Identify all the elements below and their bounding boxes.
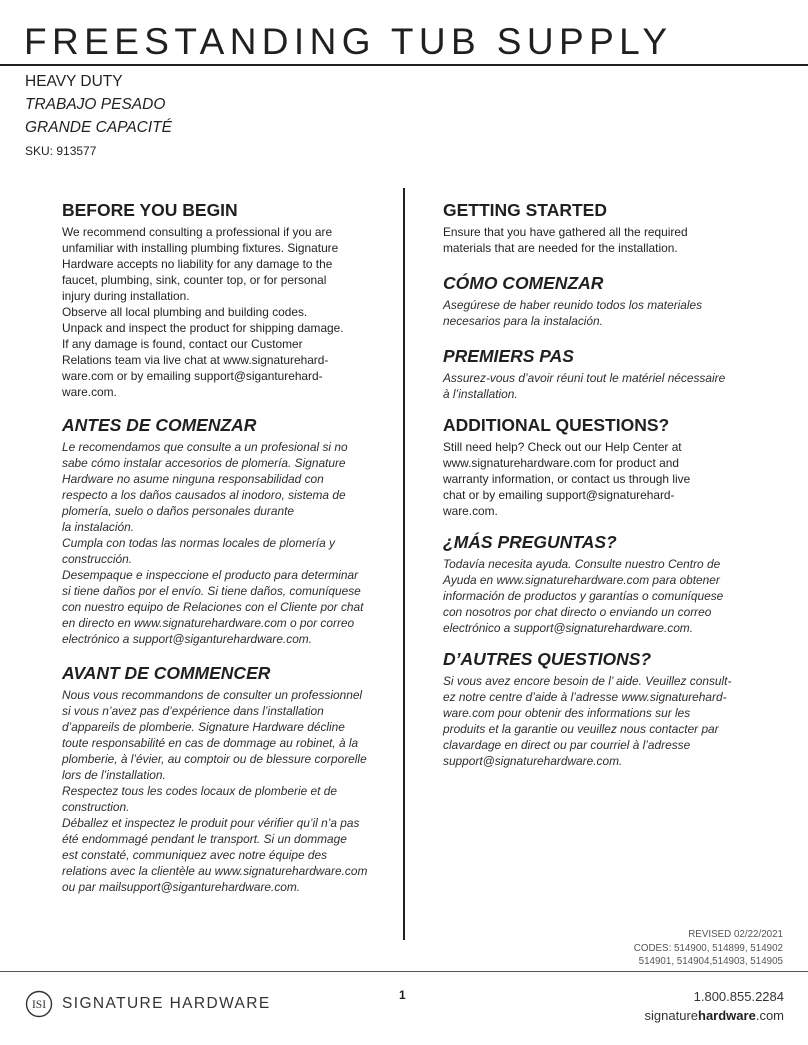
section-heading: ¿MÁS PREGUNTAS? <box>443 532 617 552</box>
codes-line-2: 514901, 514904,514903, 514905 <box>638 956 783 967</box>
subtitle-spanish: TRABAJO PESADO <box>25 96 166 113</box>
revision-codes <box>634 928 783 969</box>
document-title: FREESTANDING TUB SUPPLY <box>24 21 673 62</box>
section-text: Nous vous recommandons de consulter un professionnel si vous n’avez pas d’expérience dans l’installation d’appareils de plomberie. Signature Hardware décline toute responsabilité en cas de dommage au robinet, à la plomberie, à l’évier, au comptoir ou de blessure corporelle lors de l’installation. Respectez tous les codes locaux de plomberie et de construction. Déballez et inspectez le produit pour vérifier qu’il n’a pas été endommagé pendant le transport. Si un dommage est constaté, communiquez avec notre équipe des relations avec la clientèle au www.signaturehardware.com ou par mailsupport@siganturehardware.com. <box>62 688 368 894</box>
brand-name: SIGNATURE HARDWARE <box>62 995 271 1012</box>
right-column <box>443 199 753 769</box>
section-dautres-questions <box>443 648 753 769</box>
section-heading: PREMIERS PAS <box>443 346 574 366</box>
footer-rule <box>0 971 808 972</box>
subtitle-english: HEAVY DUTY <box>25 73 123 90</box>
section-mas-preguntas <box>443 531 753 636</box>
section-text: We recommend consulting a professional if you are unfamiliar with installing plumbing fixtures. Signature Hardware accepts no liability for any damage to the faucet, plumbing, sink, counter top, or for personal injury during installation. Observe all local plumbing and building codes. Unpack and inspect the product for shipping damage. If any damage is found, contact our Customer Relations team via live chat at www.signaturehard- ware.com or by emailing support@siganturehard- ware.com. <box>62 225 344 399</box>
brand-logo <box>25 990 271 1018</box>
section-text: Assurez-vous d’avoir réuni tout le matériel nécessaire à l’installation. <box>443 371 726 401</box>
revised-date: REVISED 02/22/2021 <box>688 929 783 940</box>
section-additional-questions <box>443 414 753 519</box>
column-divider <box>403 188 405 940</box>
codes-line-1: CODES: 514900, 514899, 514902 <box>633 942 783 954</box>
section-text: Still need help? Check out our Help Center at www.signaturehardware.com for product and warranty information, or contact us through live chat or by emailing support@signaturehard- ware.com. <box>443 440 691 518</box>
section-getting-started <box>443 199 753 256</box>
phone-number: 1.800.855.2284 <box>693 989 784 1004</box>
brand-mark-text: ISI <box>31 999 47 1012</box>
section-heading: CÓMO COMENZAR <box>443 273 604 293</box>
section-heading: AVANT DE COMMENCER <box>62 663 271 683</box>
section-heading: BEFORE YOU BEGIN <box>62 200 238 220</box>
section-text: Todavía necesita ayuda. Consulte nuestro Centro de Ayuda en www.signaturehardware.com para obtener información de productos y garantías o comuníquese con nosotros por chat directo o enviando un correo electrónico a support@signaturehardware.com. <box>443 557 724 635</box>
website-suffix: .com <box>755 1008 784 1023</box>
section-premiers-pas <box>443 345 753 402</box>
subtitle-french: GRANDE CAPACITÉ <box>25 119 172 136</box>
section-avant-de-commencer <box>62 662 370 895</box>
section-heading: GETTING STARTED <box>443 200 607 220</box>
section-como-comenzar <box>443 272 753 329</box>
section-text: Si vous avez encore besoin de l’ aide. Veuillez consult- ez notre centre d’aide à l’adresse www.signaturehard- ware.com pour obtenir des informations sur les produits et la garantie ou veuillez nous contacter par clavardage en direct ou par courriel à l’adresse support@signaturehardware.com. <box>443 674 732 768</box>
website[interactable] <box>645 1006 784 1025</box>
section-text: Ensure that you have gathered all the required materials that are needed for the installation. <box>443 225 688 255</box>
section-before-you-begin <box>62 199 370 400</box>
section-text: Asegúrese de haber reunido todos los materiales necesarios para la instalación. <box>443 298 703 328</box>
brand-mark-icon <box>25 990 53 1018</box>
section-heading: ANTES DE COMENZAR <box>62 415 257 435</box>
title-rule <box>0 64 808 66</box>
left-column <box>62 199 370 895</box>
page-number: 1 <box>399 988 406 1002</box>
section-heading: ADDITIONAL QUESTIONS? <box>443 415 670 435</box>
contact-info <box>645 987 784 1025</box>
section-antes-de-comenzar <box>62 414 370 647</box>
sku-label: SKU: 913577 <box>25 144 97 158</box>
section-text: Le recomendamos que consulte a un profesional si no sabe cómo instalar accesorios de plomería. Signature Hardware no asume ninguna responsabilidad con respecto a los daños causados al inodoro, sistema de plomería, suelo o daños personales durante la instalación. Cumpla con todas las normas locales de plomería y construcción. Desempaque e inspeccione el producto para determinar si tiene daños por el envío. Si tiene daños, comuníquese con nuestro equipo de Relaciones con el Cliente por chat en directo en www.signaturehardware.com o por correo electrónico a support@siganturehardware.com. <box>62 440 364 646</box>
section-heading: D’AUTRES QUESTIONS? <box>443 649 652 669</box>
website-prefix: signature <box>644 1008 699 1023</box>
website-bold: hardware <box>698 1008 756 1023</box>
